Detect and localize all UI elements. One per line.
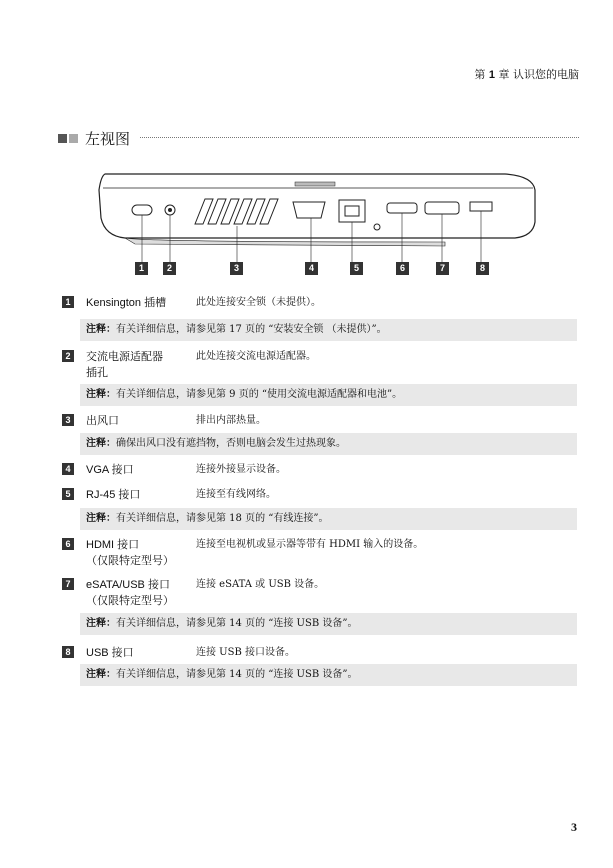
note-esata-usb	[80, 613, 577, 635]
note-label: 注释：	[86, 324, 116, 335]
chapter-title: 章 认识您的电脑	[498, 68, 579, 81]
item-label	[86, 537, 174, 569]
item-label-line1: 交流电源适配器	[86, 350, 163, 363]
note-text: 有关详细信息，请参见第 9 页的 “使用交流电源适配器和电池”。	[116, 389, 403, 400]
item-number-badge: 8	[62, 646, 74, 658]
item-label: USB 接口	[86, 647, 134, 659]
item-description: 连接 USB 接口设备。	[196, 647, 295, 658]
figure-callout-3: 3	[230, 262, 243, 275]
note-label: 注释：	[86, 389, 116, 400]
item-label: VGA 接口	[86, 464, 134, 476]
item-label: Kensington 插槽	[86, 297, 167, 309]
section-divider	[140, 137, 579, 138]
item-description: 连接至有线网络。	[196, 489, 276, 500]
note-text: 有关详细信息，请参见第 14 页的 “连接 USB 设备”。	[116, 618, 358, 629]
note-label: 注释：	[86, 669, 116, 680]
note-label: 注释：	[86, 618, 116, 629]
item-label-line2: 插孔	[86, 366, 108, 379]
item-label: RJ-45 接口	[86, 489, 141, 501]
item-description: 此处连接交流电源适配器。	[196, 351, 316, 362]
chapter-header	[474, 66, 579, 82]
item-description: 连接外接显示设备。	[196, 464, 286, 475]
figure-callout-2: 2	[163, 262, 176, 275]
item-label: 出风口	[86, 414, 119, 427]
item-number-badge: 3	[62, 414, 74, 426]
item-label-line2: （仅限特定型号）	[86, 555, 174, 567]
item-number-badge: 4	[62, 463, 74, 475]
item-number-badge: 5	[62, 488, 74, 500]
item-number-badge: 1	[62, 296, 74, 308]
item-number-badge: 7	[62, 578, 74, 590]
item-label-line1: HDMI 接口	[86, 539, 140, 551]
item-label	[86, 577, 174, 609]
page-number: 3	[571, 820, 577, 834]
note-vent	[80, 433, 577, 455]
section-bullet-icon	[69, 134, 78, 143]
item-description: 此处连接安全锁（未提供）。	[196, 297, 321, 308]
section-bullet-icon	[58, 134, 67, 143]
figure-callout-8: 8	[476, 262, 489, 275]
item-number-badge: 2	[62, 350, 74, 362]
note-label: 注释：	[86, 513, 116, 524]
figure-callout-6: 6	[396, 262, 409, 275]
item-description: 连接 eSATA 或 USB 设备。	[196, 579, 325, 590]
note-text: 有关详细信息，请参见第 18 页的 “有线连接”。	[116, 513, 329, 524]
figure-callout-7: 7	[436, 262, 449, 275]
note-kensington	[80, 319, 577, 341]
section-heading	[58, 128, 130, 149]
item-label	[86, 349, 163, 381]
item-label-line1: eSATA/USB 接口	[86, 579, 170, 591]
note-text: 有关详细信息，请参见第 14 页的 “连接 USB 设备”。	[116, 669, 358, 680]
item-number-badge: 6	[62, 538, 74, 550]
chapter-number: 1	[488, 69, 495, 81]
note-text: 确保出风口没有遮挡物，否则电脑会发生过热现象。	[116, 438, 346, 449]
figure-callout-5: 5	[350, 262, 363, 275]
item-description: 排出内部热量。	[196, 415, 266, 426]
item-description: 连接至电视机或显示器等带有 HDMI 输入的设备。	[196, 539, 424, 550]
note-rj45	[80, 508, 577, 530]
note-text: 有关详细信息，请参见第 17 页的 “安装安全锁 （未提供）”。	[116, 324, 387, 335]
figure-callout-1: 1	[135, 262, 148, 275]
note-usb	[80, 664, 577, 686]
figure-callout-4: 4	[305, 262, 318, 275]
note-ac-adapter	[80, 384, 577, 406]
section-title: 左视图	[85, 130, 131, 148]
chapter-prefix: 第	[474, 68, 486, 81]
note-label: 注释：	[86, 438, 116, 449]
item-label-line2: （仅限特定型号）	[86, 595, 174, 607]
